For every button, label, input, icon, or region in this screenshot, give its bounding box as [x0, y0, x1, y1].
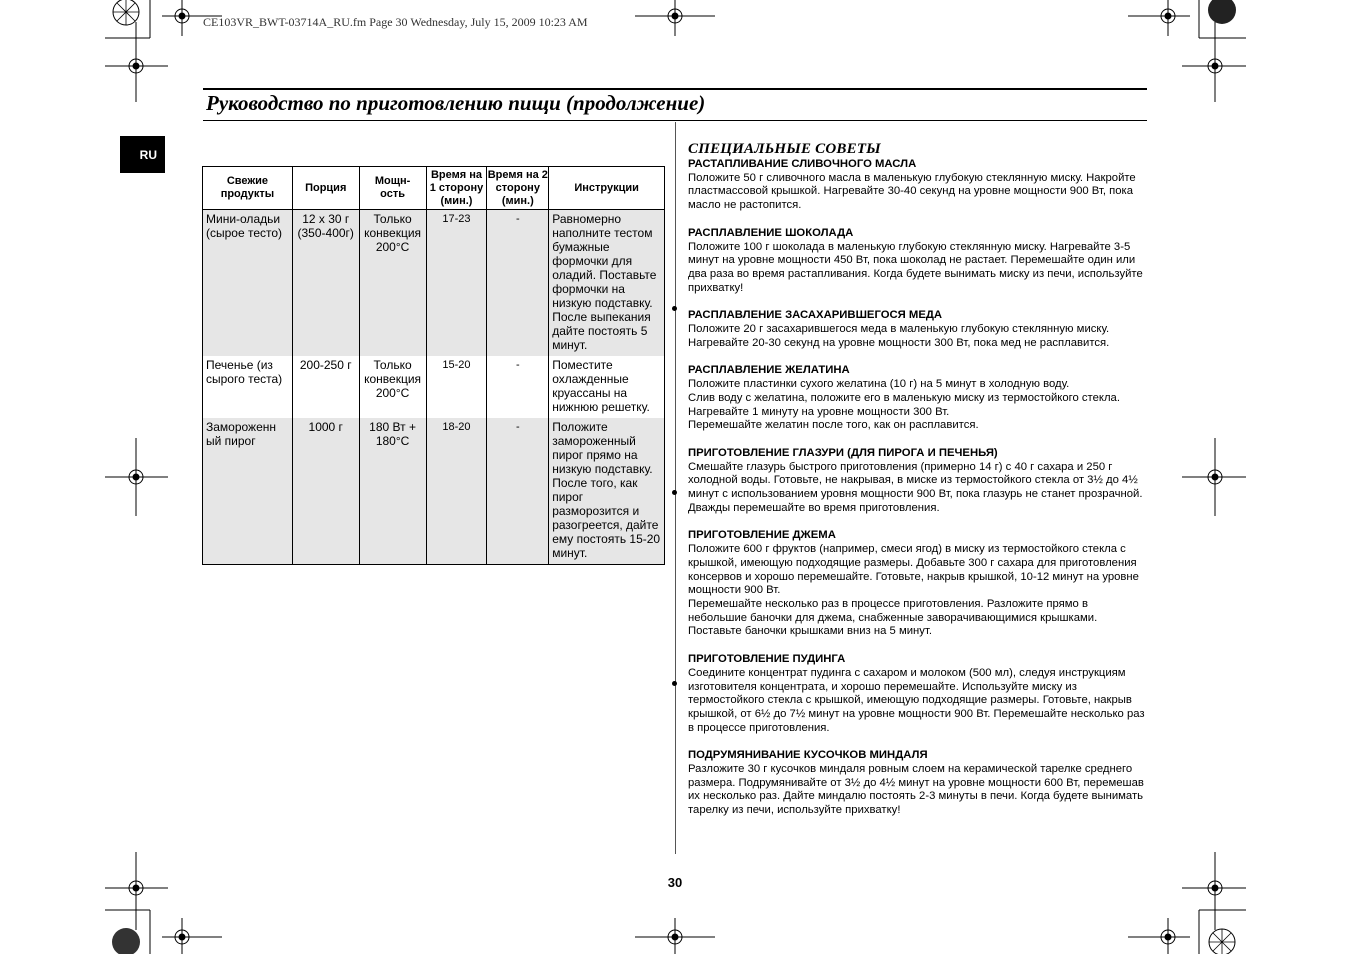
cell-time-side1: 17-23	[426, 210, 487, 357]
language-tab-label: RU	[139, 147, 157, 162]
cell-instructions: Поместите охлажденные круассаны на нижнюю решетку.	[549, 356, 665, 418]
tip-text: Разложите 30 г кусочков миндаля ровным слоем на керамической тарелке среднего размера. Подрумянивайте от 3½ до 4½ минут на уровне мощности 600 Вт, перемешав их несколько раз. Дайте миндалю постоять 2-3 минуты в печи. Когда будете вынимать тарелку из печи, используйте прихватку!	[688, 763, 1144, 817]
tip-text: Положите 100 г шоколада в маленькую глубокую стеклянную миску. Нагревайте 3-5 минут на уровне мощности 450 Вт, пока шоколад не растает. Перемешайте один или два раза во время растапливания. Когда будете вынимать миску из печи, используйте прихватку!	[688, 240, 1143, 294]
tip-title: ПОДРУМЯНИВАНИЕ КУСОЧКОВ МИНДАЛЯ	[688, 749, 928, 762]
cell-power: Только конвекция 200°C	[359, 210, 426, 357]
cell-food: Печенье (из сырого теста)	[203, 356, 293, 418]
cell-time-side2: -	[487, 418, 549, 565]
page-number: 30	[667, 875, 683, 890]
tip-text: Положите 600 г фруктов (например, смеси ягод) в миску из термостойкого стекла с крышкой, имеющую подходящие размеры. Добавьте 300 г сахара для приготовления консервов и хорошо перемешайте. Готовьте, накрыв крышкой, 10-12 минут на уровне мощности 900 Вт. Перемешайте несколько раз в процессе приготовления. Разложите прямо в небольшие баночки для джема, снабженные заворачивающимися крышками. Поставьте баночки крышками вниз на 5 минут.	[688, 543, 1139, 638]
header-food: Свежие продукты	[203, 167, 293, 210]
header-time-side2: Время на 2 сторону (мин.)	[487, 167, 549, 210]
page-title: Руководство по приготовлению пищи (продолжение)	[206, 91, 706, 115]
table-row	[203, 418, 665, 565]
tip-text: Смешайте глазурь быстрого приготовления (примерно 14 г) с 40 г сахара и 250 г холодной воды. Готовьте, не накрывая, в миске из термостойкого стекла от 3½ до 4½ минут с использованием уровня мощности 900 Вт, пока глазурь не станет прозрачной. Дважды перемешайте во время приготовления.	[688, 460, 1143, 514]
tip-chocolate	[688, 227, 1150, 296]
column-divider	[675, 122, 676, 854]
cell-power: 180 Вт + 180°C	[359, 418, 426, 565]
tip-text: Положите 50 г сливочного масла в маленькую глубокую стеклянную миску. Накройте пластмассовой крышкой. Нагревайте 30-40 секунд на уровне мощности 900 Вт, пока масло не растопится.	[688, 171, 1136, 212]
bullet-dot	[672, 306, 677, 311]
tip-title: РАСПЛАВЛЕНИЕ ЗАСАХАРИВШЕГОСЯ МЕДА	[688, 309, 943, 322]
tip-butter	[688, 158, 1150, 213]
tip-almonds	[688, 749, 1150, 818]
table-row	[203, 210, 665, 357]
cell-time-side1: 18-20	[426, 418, 487, 565]
table-row	[203, 356, 665, 418]
tip-title: ПРИГОТОВЛЕНИЕ ПУДИНГА	[688, 653, 846, 666]
tip-title: РАСТАПЛИВАНИЕ СЛИВОЧНОГО МАСЛА	[688, 158, 917, 170]
cooking-guide-table	[202, 166, 665, 565]
tip-title: ПРИГОТОВЛЕНИЕ ГЛАЗУРИ (ДЛЯ ПИРОГА И ПЕЧЕНЬЯ)	[688, 446, 998, 459]
cell-power: Только конвекция 200°C	[359, 356, 426, 418]
tip-title: РАСПЛАВЛЕНИЕ ЖЕЛАТИНА	[688, 364, 850, 377]
title-rule-top	[203, 88, 1147, 90]
language-tab	[120, 136, 165, 173]
cell-portion: 200-250 г	[292, 356, 359, 418]
tip-glaze	[688, 447, 1150, 516]
cell-food: Замороженн ый пирог	[203, 418, 293, 565]
cell-time-side2: -	[487, 210, 549, 357]
table-header-row	[203, 167, 665, 210]
tip-gelatin	[688, 364, 1150, 433]
cell-instructions: Положите замороженный пирог прямо на низкую подставку. После того, как пирог разморозится и разогреется, дайте ему постоять 15-20 минут.	[549, 418, 665, 565]
tip-jam	[688, 529, 1150, 639]
bullet-dot	[672, 490, 677, 495]
header-instructions: Инструкции	[549, 167, 665, 210]
cell-time-side1: 15-20	[426, 356, 487, 418]
tip-title: ПРИГОТОВЛЕНИЕ ДЖЕМА	[688, 529, 836, 542]
special-tips	[688, 141, 1150, 832]
file-header: CE103VR_BWT-03714A_RU.fm Page 30 Wednesday, July 15, 2009 10:23 AM	[203, 15, 588, 29]
cell-portion: 12 x 30 г (350-400г)	[292, 210, 359, 357]
cell-instructions: Равномерно наполните тестом бумажные формочки для оладий. Поставьте формочки на низкую подставку. После выпекания дайте постоять 5 минут.	[549, 210, 665, 357]
header-time-side1: Время на 1 сторону (мин.)	[426, 167, 487, 210]
header-portion: Порция	[292, 167, 359, 210]
cell-time-side2: -	[487, 356, 549, 418]
tip-text: Соедините концентрат пудинга с сахаром и молоком (500 мл), следуя инструкциям изготовителя концентрата, и хорошо перемешайте. Используйте миску из термостойкого стекла с крышкой, имеющую подходящие размеры. Готовьте, накрыв крышкой, от 6½ до 7½ минут на уровне мощности 900 Вт. Перемешайте несколько раз в процессе приготовления.	[688, 666, 1145, 734]
tip-title: РАСПЛАВЛЕНИЕ ШОКОЛАДА	[688, 226, 854, 239]
cell-food: Мини-оладьи (сырое тесто)	[203, 210, 293, 357]
tip-text: Положите 20 г засахарившегося меда в маленькую глубокую стеклянную миску. Нагревайте 20-30 секунд на уровне мощности 300 Вт, пока мед не расплавится.	[688, 323, 1110, 349]
tip-honey	[688, 309, 1150, 350]
tips-heading: СПЕЦИАЛЬНЫЕ СОВЕТЫ	[688, 141, 881, 157]
header-power: Мощн-ость	[359, 167, 426, 210]
tip-pudding	[688, 653, 1150, 735]
cell-portion: 1000 г	[292, 418, 359, 565]
title-rule-bottom	[203, 120, 1147, 121]
tip-text: Положите пластинки сухого желатина (10 г) на 5 минут в холодную воду. Слив воду с желатина, положите его в маленькую миску из термостойкого стекла. Нагревайте 1 минуту на уровне мощности 300 Вт. Перемешайте желатин после того, как он расплавится.	[688, 378, 1120, 432]
bullet-dot	[672, 681, 677, 686]
